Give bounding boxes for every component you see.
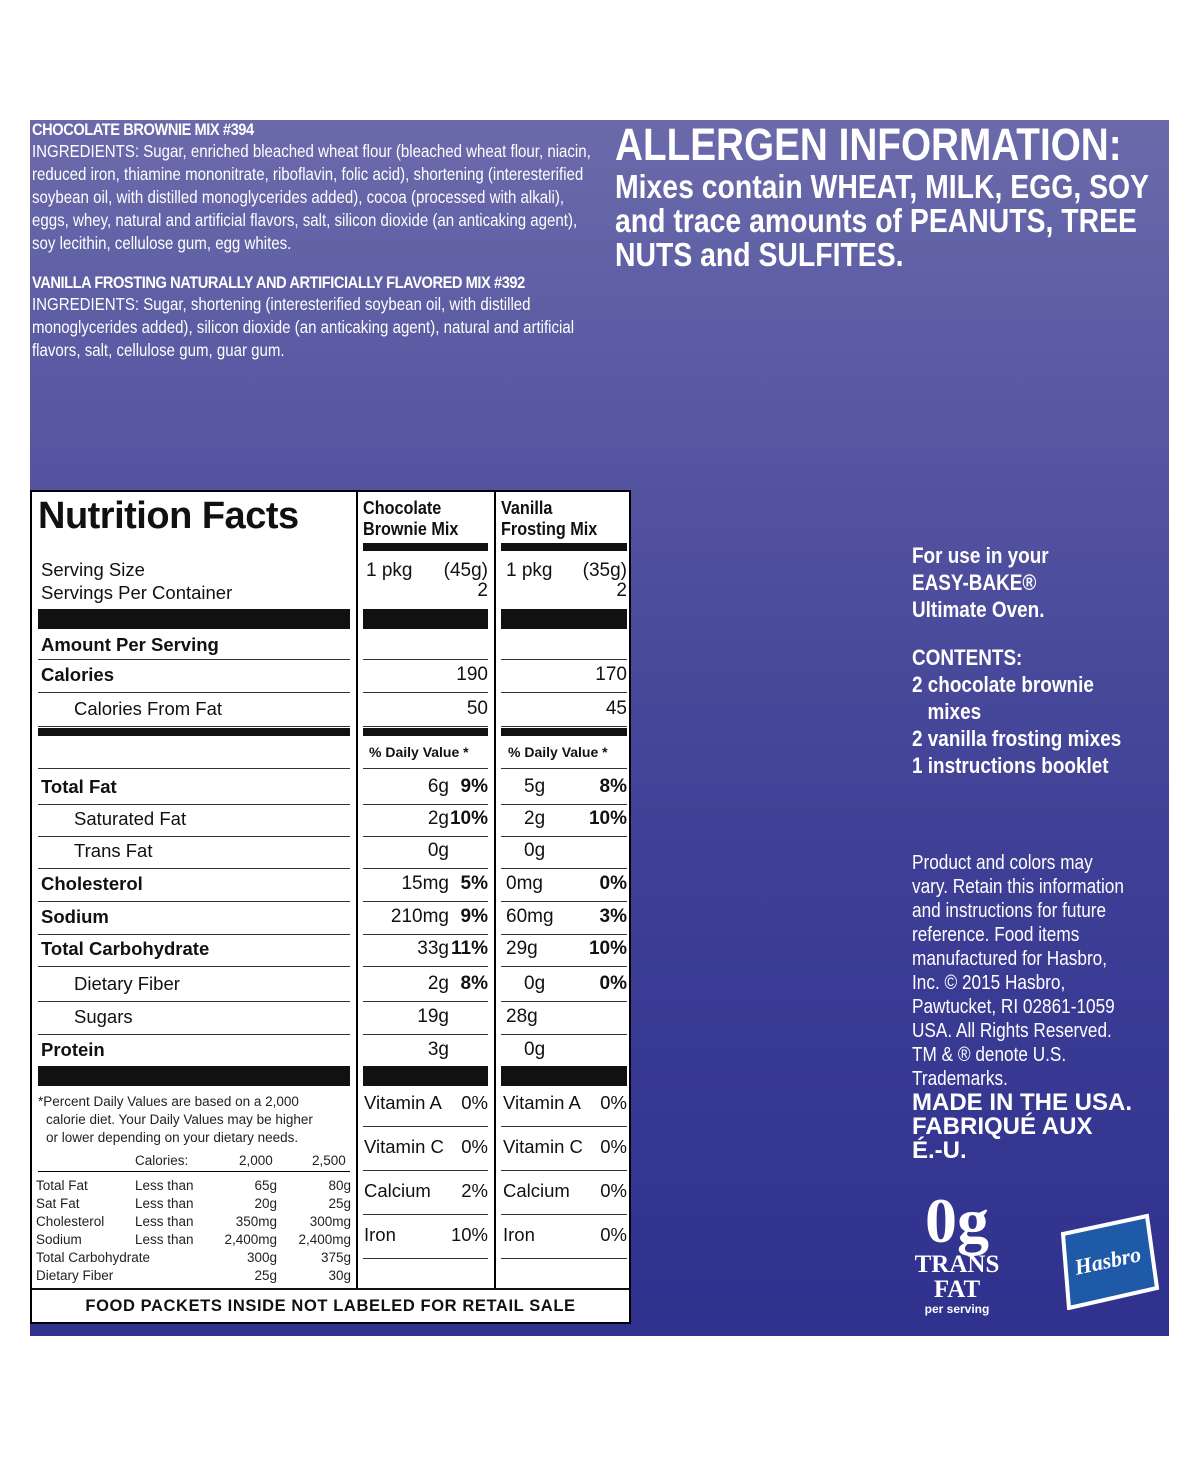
brownie-daily-value: 5% — [460, 873, 488, 894]
frosting-amount: 0g — [524, 1039, 546, 1060]
nutrient-label: Calories — [41, 664, 115, 685]
disclaimer-line: USA. All Rights Reserved. — [912, 1020, 1112, 1042]
daily-value-cell: Sodium — [36, 1232, 82, 1247]
contents-item: mixes — [927, 699, 982, 724]
disclaimer-line: Trademarks. — [912, 1068, 1008, 1090]
made-in-usa: MADE IN THE USA. — [912, 1089, 1133, 1116]
calories-header-2500: 2,500 — [312, 1153, 346, 1168]
daily-value-cell: Sat Fat — [36, 1196, 80, 1211]
oven-usage — [912, 542, 1192, 623]
frosting-amount: 170 — [595, 664, 627, 685]
vitamin-name: Vitamin C — [503, 1136, 583, 1157]
contents-list — [912, 644, 1200, 779]
brownie-serving-grams: (45g) — [443, 560, 488, 581]
disclaimer — [912, 851, 1200, 1163]
frosting-servings: 2 — [616, 580, 627, 601]
frosting-amount: 29g — [506, 938, 538, 959]
contents-item: 2 vanilla frosting mixes — [912, 726, 1122, 751]
badge-per-serving: per serving — [924, 1302, 990, 1316]
vitamin-name: Iron — [364, 1224, 396, 1245]
brownie-mix-title: CHOCOLATE BROWNIE MIX #394 — [32, 120, 254, 139]
disclaimer-line: TM & ® denote U.S. — [912, 1044, 1067, 1066]
daily-value-cell: 80g — [328, 1178, 351, 1193]
daily-value-cell: 2,400mg — [224, 1232, 277, 1247]
daily-value-cell: 65g — [254, 1178, 277, 1193]
frosting-amount: 5g — [524, 776, 546, 797]
made-in-usa-fr: É.-U. — [912, 1137, 967, 1164]
frosting-daily-value: 10% — [588, 938, 627, 959]
nutrient-label: Saturated Fat — [74, 808, 187, 829]
nutrient-label: Sodium — [41, 906, 109, 927]
frosting-mix-title: VANILLA FROSTING NATURALLY AND ARTIFICIALLY FLAVORED MIX #392 — [32, 273, 525, 292]
brownie-daily-value: 9% — [460, 906, 488, 927]
hasbro-logo-text: Hasbro — [1072, 1241, 1144, 1280]
footnote-line: or lower depending on your dietary needs. — [46, 1130, 299, 1145]
ingredients-section — [32, 120, 592, 362]
disclaimer-line: and instructions for future — [912, 900, 1107, 922]
brownie-vitamin-value: 2% — [461, 1180, 488, 1201]
brownie-amount: 2g — [427, 973, 449, 994]
frosting-vitamin-value: 0% — [600, 1092, 627, 1113]
frosting-serving: 1 pkg — [506, 560, 553, 581]
contents-item: 1 instructions booklet — [912, 753, 1109, 778]
frosting-vitamin-value: 0% — [600, 1136, 627, 1157]
calories-header: Calories: — [135, 1153, 189, 1168]
zero-trans-fat-badge — [902, 1185, 1012, 1316]
brownie-amount: 19g — [417, 1006, 449, 1027]
nutrient-label: Calories From Fat — [74, 698, 223, 719]
brownie-amount: 15mg — [401, 873, 449, 894]
serving-size-label: Serving Size — [41, 559, 145, 580]
contents-title: CONTENTS: — [912, 645, 1023, 670]
vitamin-name: Calcium — [364, 1180, 431, 1201]
frosting-amount: 60mg — [506, 906, 554, 927]
daily-value-cell: Less than — [135, 1196, 194, 1211]
nutrient-label: Dietary Fiber — [74, 973, 180, 994]
nutrient-label: Total Fat — [41, 776, 117, 797]
brownie-ingredients: INGREDIENTS: Sugar, enriched bleached wheat flour (bleached wheat flour, niacin, reduced iron, thiamine mononitrate, riboflavin, folic acid), shortening (interesterified soybean oil, with distilled monoglycerides added), cocoa (processed with alkali), eggs, whey, natural and artificial flavors, salt, silicon dioxide (an anticaking agent), soy lecithin, cellulose gum, egg whites. — [32, 141, 591, 253]
brownie-amount: 6g — [427, 776, 449, 797]
daily-value-cell: Dietary Fiber — [36, 1268, 114, 1283]
daily-value-cell: Total Fat — [36, 1178, 88, 1193]
nutrient-label: Cholesterol — [41, 873, 143, 894]
vitamin-name: Vitamin A — [503, 1092, 581, 1113]
frosting-daily-value: 3% — [599, 906, 627, 927]
frosting-serving-grams: (35g) — [582, 560, 627, 581]
daily-value-cell: Less than — [135, 1178, 194, 1193]
frosting-amount: 2g — [524, 808, 546, 829]
made-in-usa-fr: FABRIQUÉ AUX — [912, 1113, 1093, 1140]
frosting-vitamin-value: 0% — [600, 1180, 627, 1201]
daily-value-header: % Daily Value * — [508, 744, 608, 760]
brownie-vitamin-value: 0% — [461, 1092, 488, 1113]
frosting-vitamin-value: 0% — [600, 1224, 627, 1245]
nutrition-facts-label — [30, 490, 631, 1324]
brownie-vitamin-value: 10% — [450, 1224, 488, 1245]
brownie-amount: 33g — [417, 938, 449, 959]
frosting-ingredients: INGREDIENTS: Sugar, shortening (interesterified soybean oil, with distilled monoglycerides added), silicon dioxide (an anticaking agent), natural and artificial flavors, salt, cellulose gum, guar gum. — [32, 294, 575, 360]
disclaimer-line: Inc. © 2015 Hasbro, — [912, 972, 1066, 994]
footnote-line: calorie diet. Your Daily Values may be higher — [46, 1112, 313, 1127]
usage-line-2: EASY-BAKE® — [912, 570, 1037, 595]
daily-value-cell: 375g — [320, 1250, 351, 1265]
disclaimer-line: vary. Retain this information — [912, 876, 1124, 898]
brownie-serving: 1 pkg — [366, 560, 413, 581]
servings-label: Servings Per Container — [41, 582, 233, 603]
daily-value-cell: Total Carbohydrate — [36, 1250, 151, 1265]
frosting-amount: 45 — [605, 698, 627, 719]
package-panel — [30, 120, 1169, 1336]
frosting-amount: 0g — [524, 840, 546, 861]
nutrient-label: Protein — [41, 1039, 105, 1060]
vitamin-name: Iron — [503, 1224, 535, 1245]
allergen-section — [615, 119, 1175, 273]
badge-trans: TRANS — [914, 1251, 1000, 1278]
footnote-line: *Percent Daily Values are based on a 2,000 — [38, 1094, 299, 1109]
frosting-daily-value: 0% — [599, 873, 627, 894]
brownie-amount: 50 — [466, 698, 488, 719]
badge-zero: 0g — [925, 1185, 989, 1256]
usage-line-3: Ultimate Oven. — [912, 597, 1045, 622]
brownie-amount: 210mg — [390, 906, 449, 927]
daily-value-cell: 2,400mg — [298, 1232, 351, 1247]
frosting-daily-value: 8% — [599, 776, 627, 797]
column-header-frosting: Vanilla Frosting Mix — [501, 498, 598, 539]
calories-header-2000: 2,000 — [239, 1153, 273, 1168]
retail-note: FOOD PACKETS INSIDE NOT LABELED FOR RETAIL SALE — [85, 1297, 576, 1315]
brownie-amount: 190 — [456, 664, 488, 685]
badge-fat: FAT — [933, 1276, 981, 1303]
daily-value-cell: 350mg — [235, 1214, 277, 1229]
usage-line-1: For use in your — [912, 543, 1049, 568]
amount-per-serving: Amount Per Serving — [41, 634, 219, 655]
brownie-amount: 3g — [427, 1039, 449, 1060]
daily-value-cell: 30g — [328, 1268, 351, 1283]
brownie-servings: 2 — [477, 580, 488, 601]
disclaimer-line: Pawtucket, RI 02861-1059 — [912, 996, 1115, 1018]
nutrient-label: Total Carbohydrate — [41, 938, 210, 959]
brownie-daily-value: 10% — [449, 808, 488, 829]
column-header-brownie: Chocolate Brownie Mix — [363, 498, 459, 539]
daily-value-cell: Cholesterol — [36, 1214, 105, 1229]
vitamin-name: Calcium — [503, 1180, 570, 1201]
brownie-amount: 0g — [427, 840, 449, 861]
brownie-daily-value: 9% — [460, 776, 488, 797]
daily-value-header: % Daily Value * — [369, 744, 469, 760]
brownie-vitamin-value: 0% — [461, 1136, 488, 1157]
disclaimer-line: Product and colors may — [912, 852, 1093, 874]
daily-value-cell: 25g — [328, 1196, 351, 1211]
daily-value-cell: Less than — [135, 1214, 194, 1229]
nutrition-facts-title: Nutrition Facts — [38, 495, 299, 537]
disclaimer-line: reference. Food items — [912, 924, 1080, 946]
brownie-daily-value: 11% — [451, 938, 488, 959]
daily-value-cell: 25g — [254, 1268, 277, 1283]
frosting-amount: 0g — [524, 973, 546, 994]
frosting-daily-value: 10% — [588, 808, 627, 829]
nutrient-label: Sugars — [74, 1006, 133, 1027]
vitamin-name: Vitamin C — [364, 1136, 444, 1157]
daily-value-cell: 20g — [254, 1196, 277, 1211]
frosting-amount: 0mg — [506, 873, 543, 894]
disclaimer-line: manufactured for Hasbro, — [912, 948, 1108, 970]
brownie-daily-value: 8% — [460, 973, 488, 994]
hasbro-logo — [1055, 1212, 1160, 1310]
allergen-title: ALLERGEN INFORMATION: — [615, 119, 1122, 170]
vitamin-name: Vitamin A — [364, 1092, 442, 1113]
brownie-amount: 2g — [427, 808, 449, 829]
nutrient-label: Trans Fat — [74, 840, 153, 861]
contents-item: 2 chocolate brownie — [912, 672, 1094, 697]
daily-value-cell: 300mg — [309, 1214, 351, 1229]
frosting-amount: 28g — [506, 1006, 538, 1027]
frosting-daily-value: 0% — [599, 973, 627, 994]
allergen-text: Mixes contain WHEAT, MILK, EGG, SOY and trace amounts of PEANUTS, TREE NUTS and SULFITES. — [615, 168, 1149, 273]
daily-value-cell: 300g — [246, 1250, 277, 1265]
daily-value-cell: Less than — [135, 1232, 194, 1247]
